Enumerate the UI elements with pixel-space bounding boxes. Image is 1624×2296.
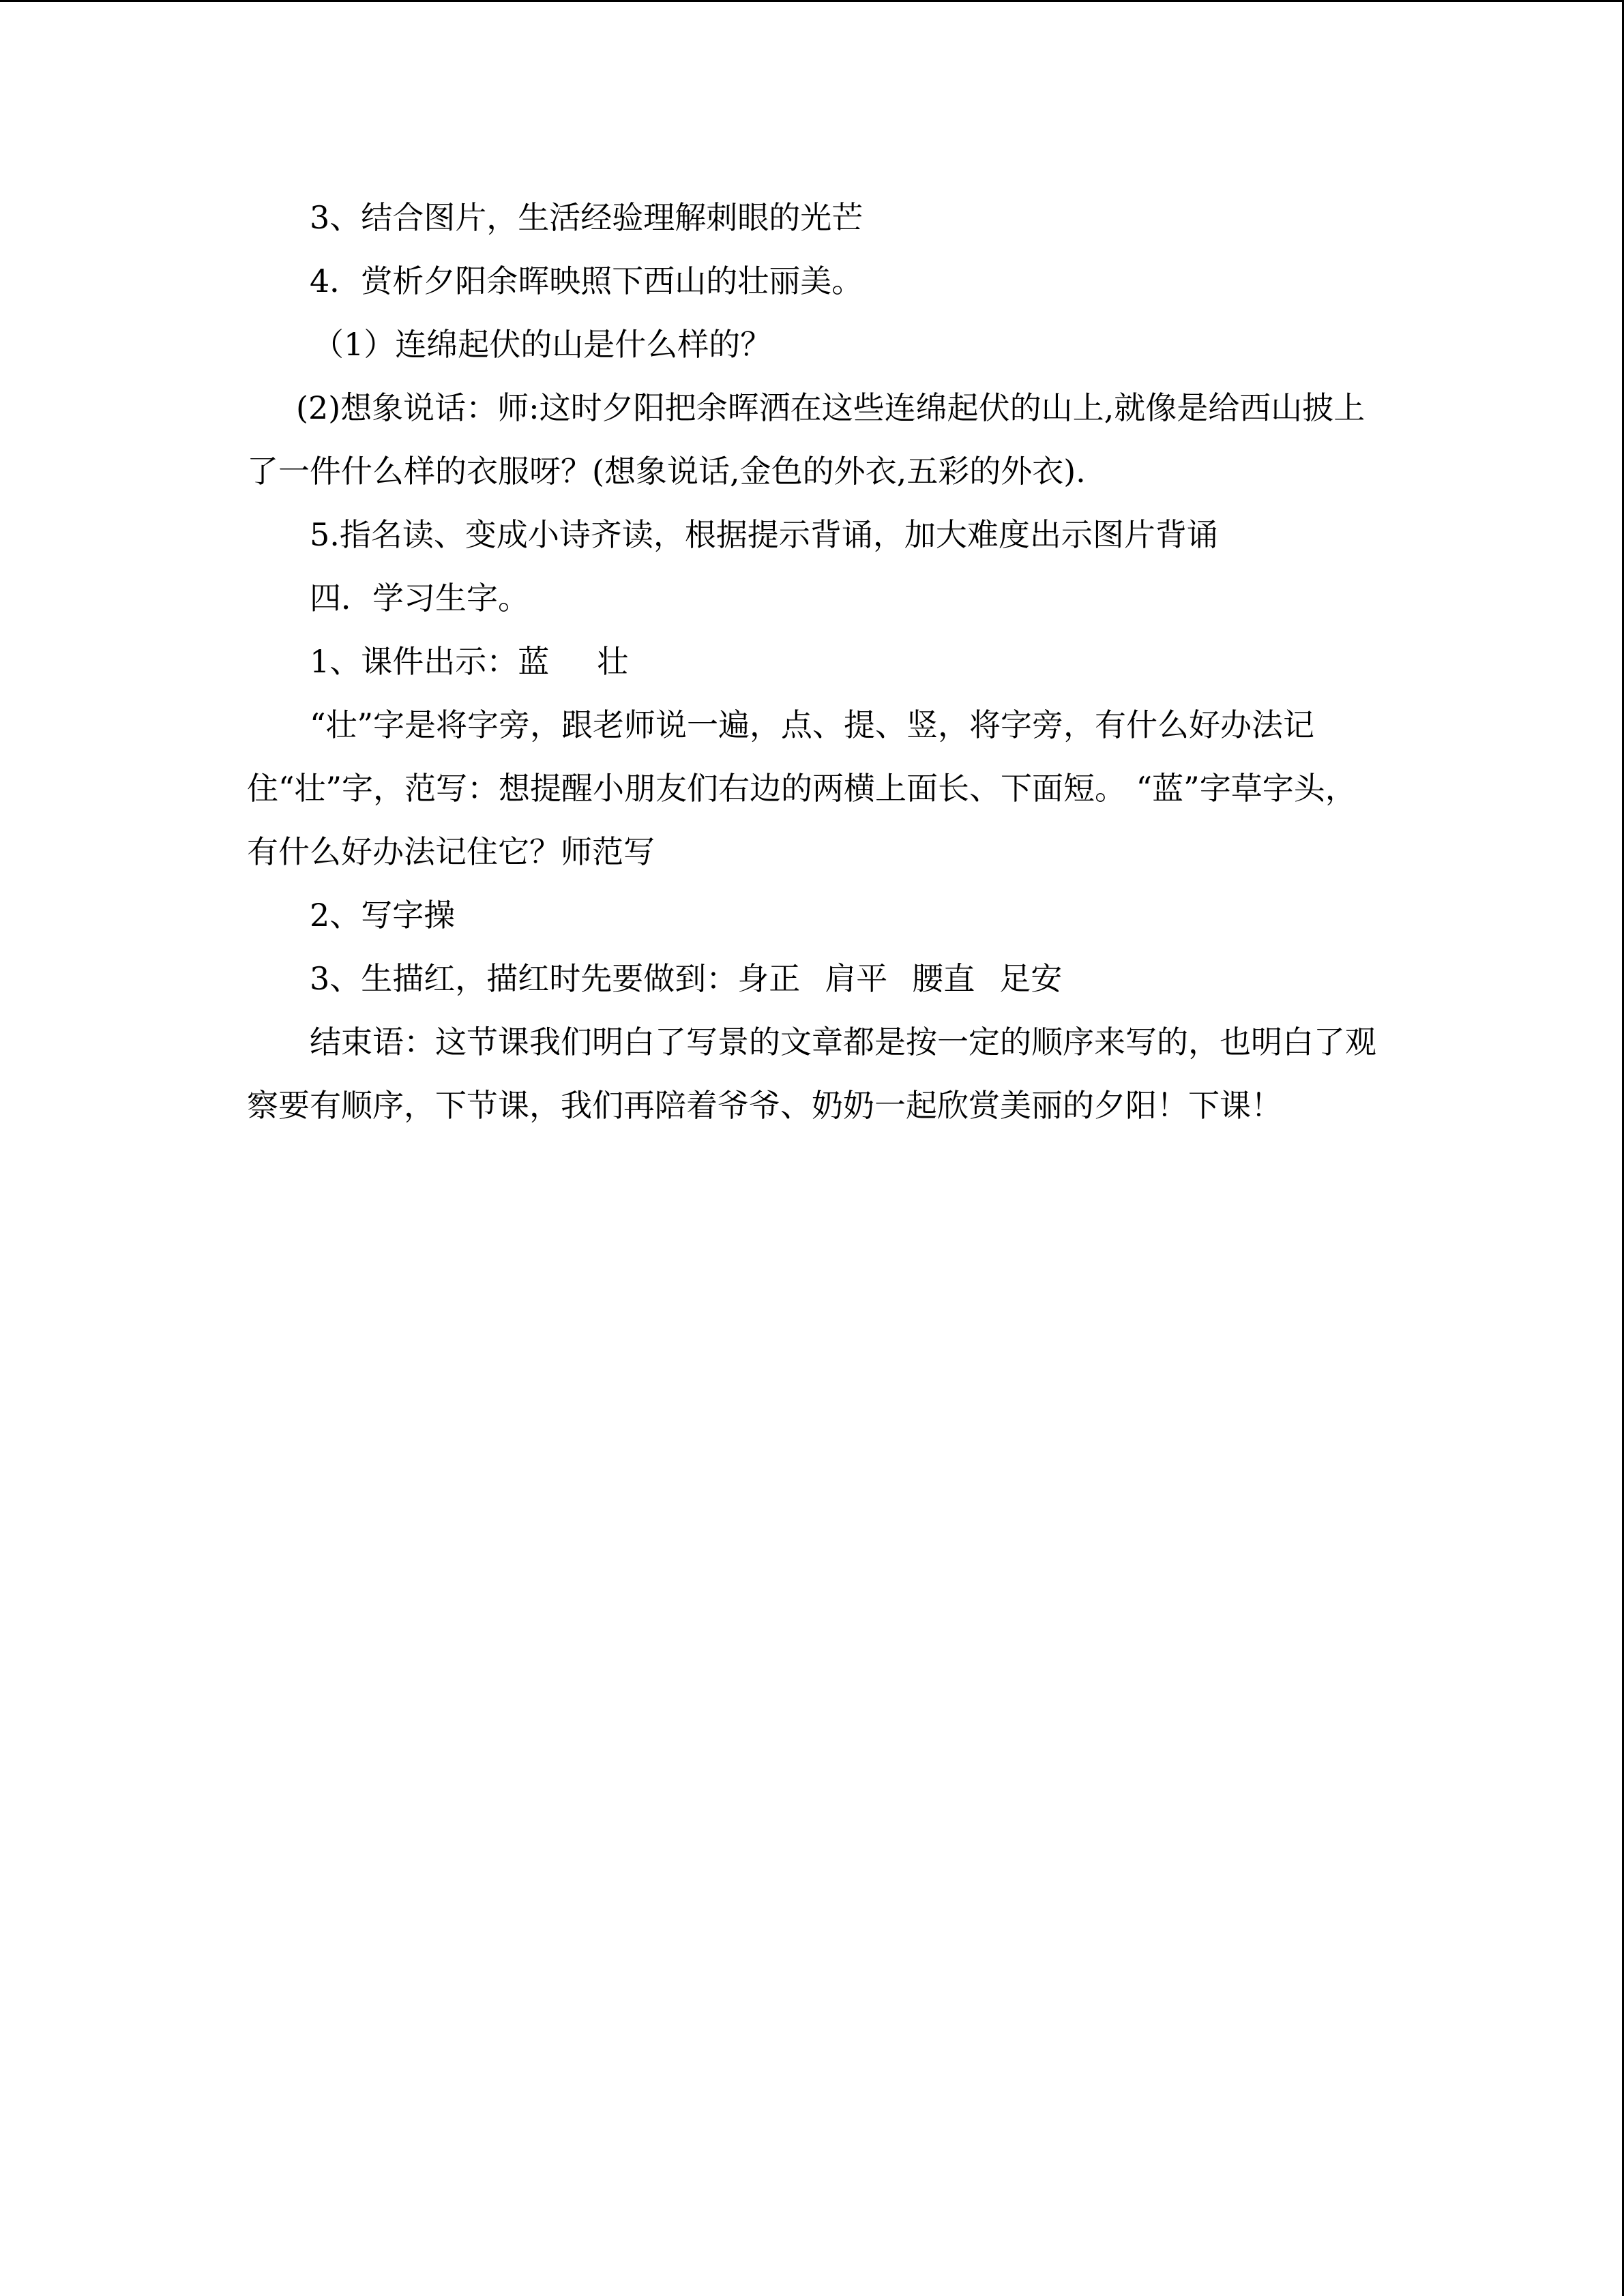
paragraph-writing-exercise: 2、写字操 xyxy=(310,897,456,934)
paragraph-courseware-display xyxy=(247,630,1383,694)
paragraph-tracing xyxy=(247,947,1383,1011)
posture-waist: 腰直 xyxy=(912,960,975,997)
paragraph-question-1: （1）连绵起伏的山是什么样的？ xyxy=(312,326,772,363)
tracing-label: 3、生描红，描红时先要做到：身正 xyxy=(310,960,801,997)
paragraph-question-2: (2)想象说话：师:这时夕阳把余晖洒在这些连绵起伏的山上,就像是给西山披上了一件什么样的衣服呀？(想象说话,金色的外衣,五彩的外衣). xyxy=(247,389,1365,490)
paragraph-step-3: 3、结合图片，生活经验理解刺眼的光芒 xyxy=(310,199,863,236)
document-body xyxy=(247,186,1383,1137)
paragraph-step-4: 4．赏析夕阳余晖映照下西山的壮丽美。 xyxy=(310,263,863,299)
paragraph-character-notes: “壮”字是将字旁，跟老师说一遍，点、提、竖，将字旁，有什么好办法记住“壮”字，范写：想提醒小朋友们右边的两横上面长、下面短。 “蓝”字草字头，有什么好办法记住它？师范写 xyxy=(247,706,1357,870)
courseware-label: 1、课件出示：蓝 xyxy=(310,643,550,680)
posture-feet: 足安 xyxy=(999,960,1063,997)
section-heading-learn-characters: 四．学习生字。 xyxy=(310,580,529,616)
paragraph-step-5: 5.指名读、变成小诗齐读，根据提示背诵，加大难度出示图片背诵 xyxy=(310,516,1218,553)
character-zhuang: 壮 xyxy=(597,643,629,680)
paragraph-closing: 结束语：这节课我们明白了写景的文章都是按一定的顺序来写的，也明白了观察要有顺序，下节课，我们再陪着爷爷、奶奶一起欣赏美丽的夕阳！下课！ xyxy=(247,1024,1376,1124)
posture-shoulders: 肩平 xyxy=(825,960,888,997)
